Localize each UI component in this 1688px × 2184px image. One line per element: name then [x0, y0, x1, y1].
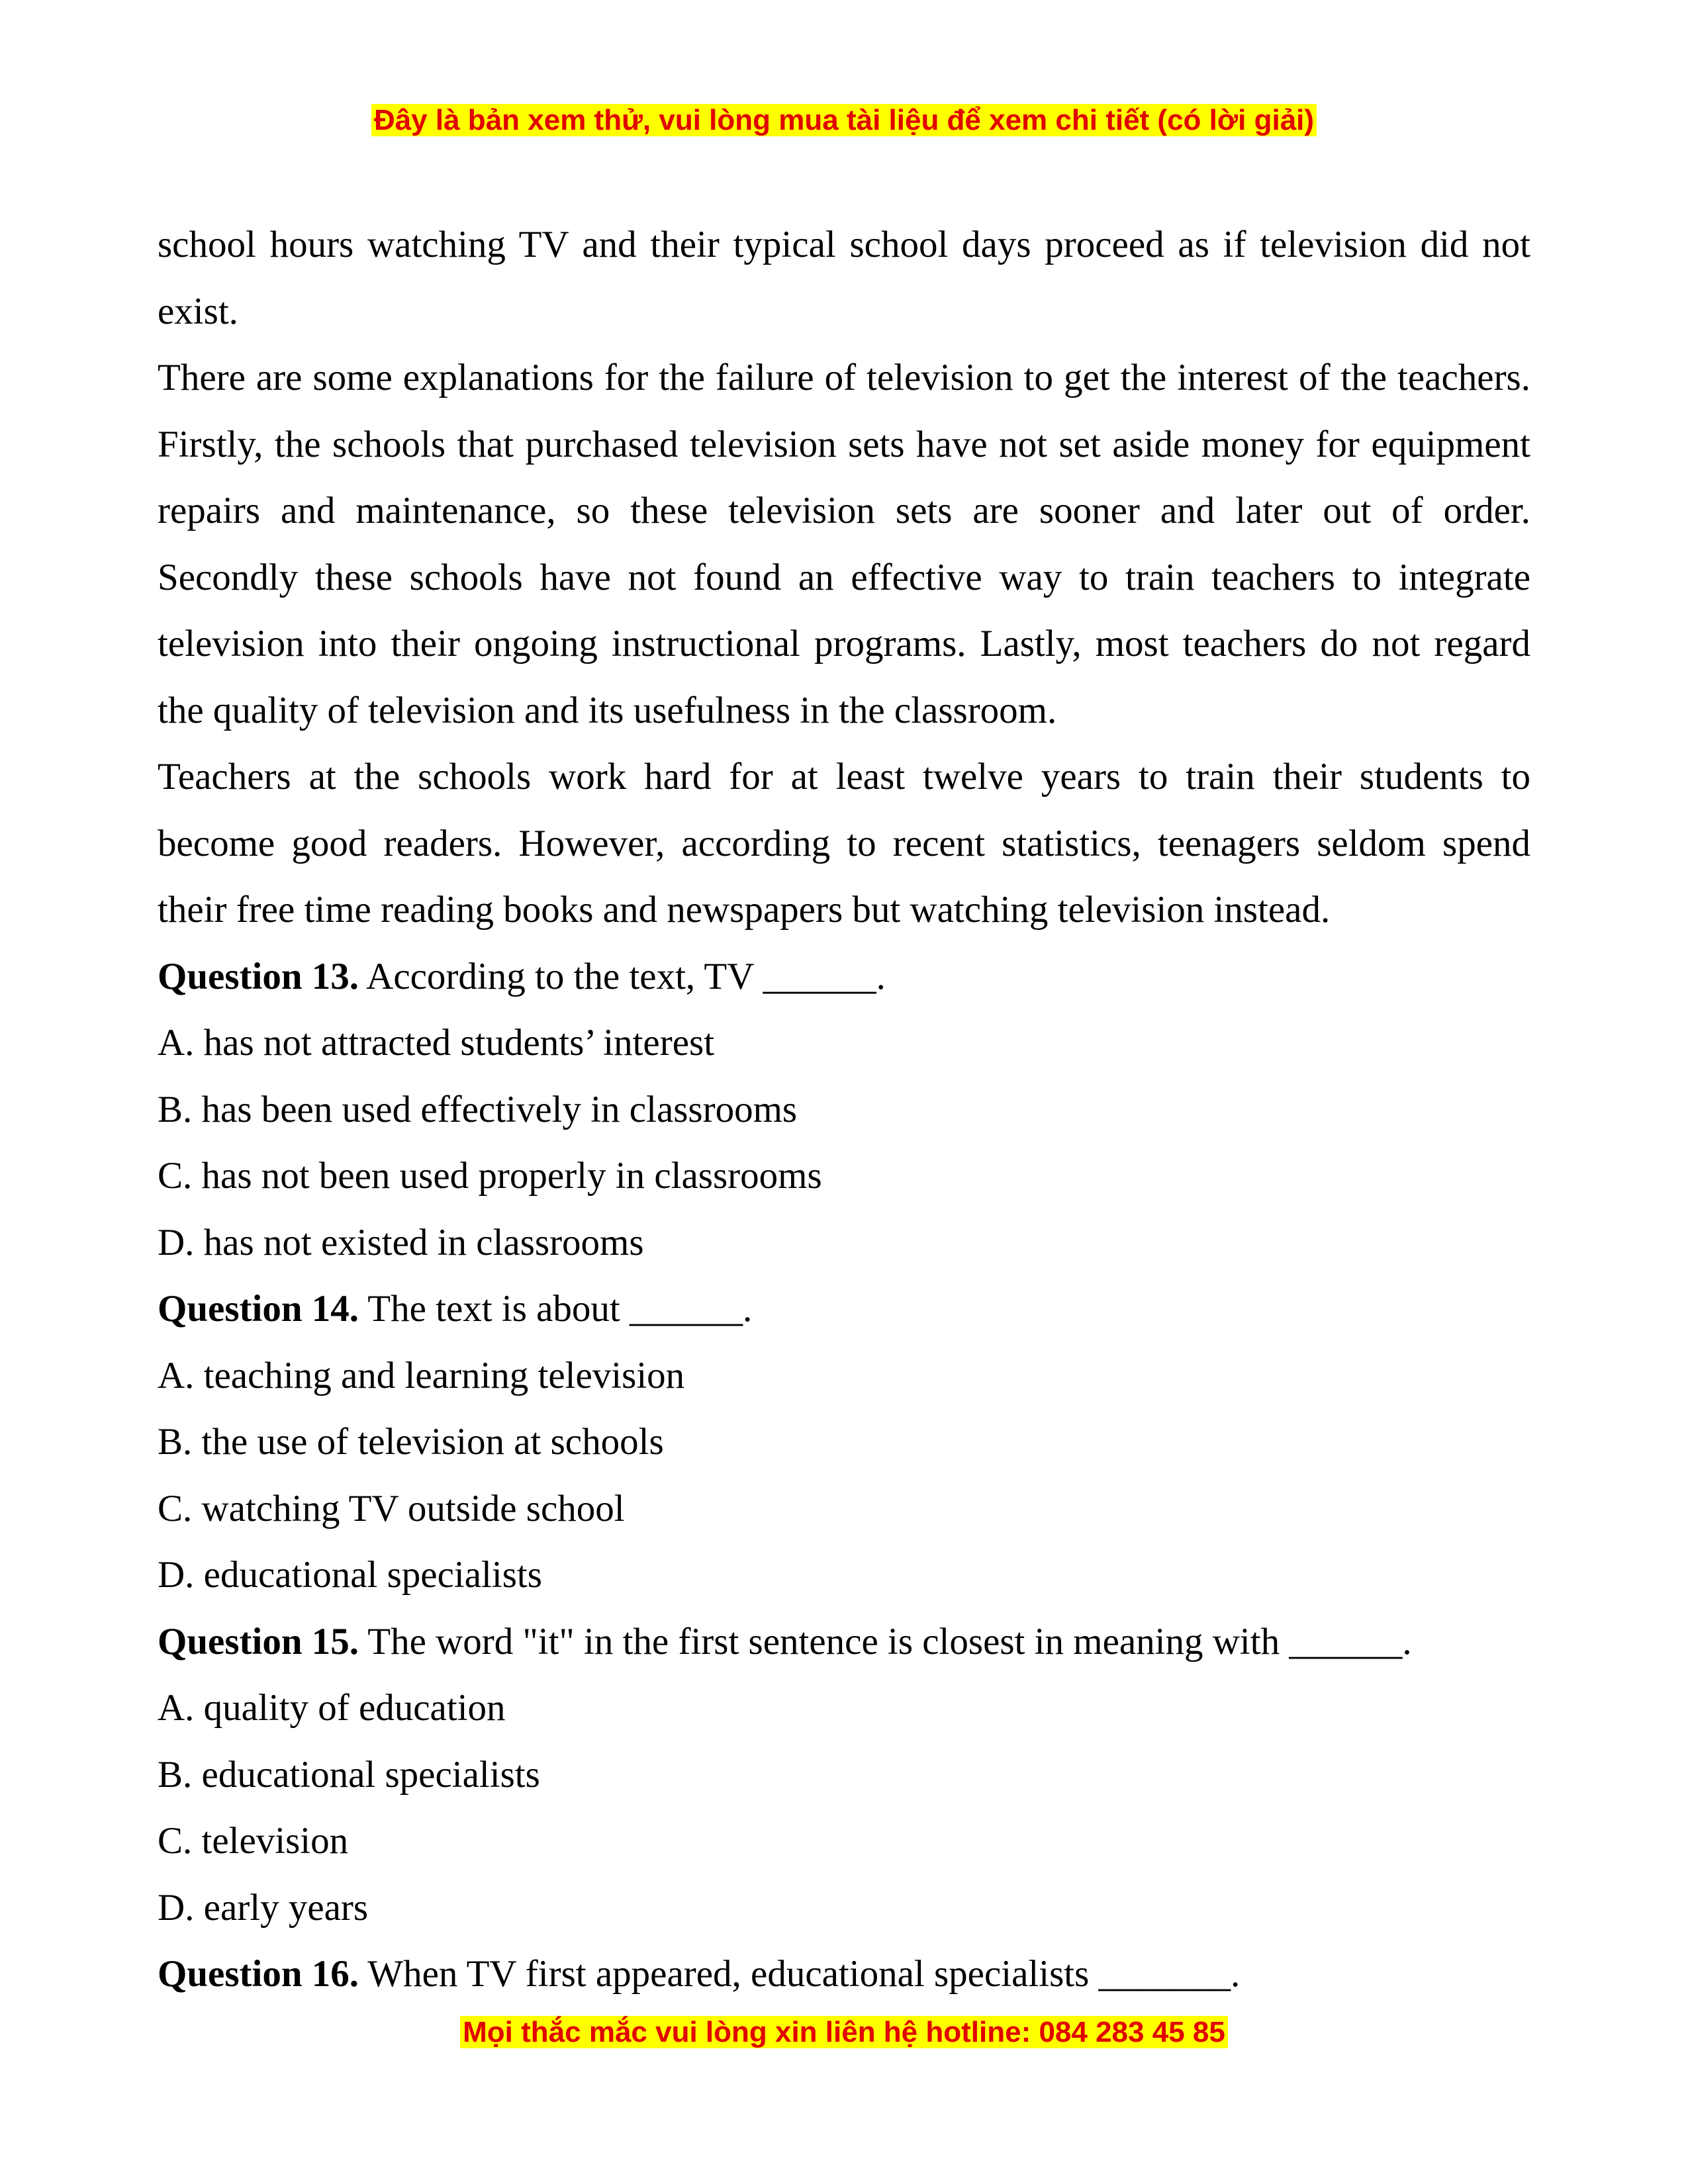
answer-option-c: C. watching TV outside school	[158, 1487, 625, 1529]
answer-option-b: B. educational specialists	[158, 1753, 540, 1796]
answer-option-c: C. has not been used properly in classrooms	[158, 1155, 822, 1197]
passage-paragraph: school hours watching TV and their typical school days proceed as if television did not exist.	[158, 224, 1530, 332]
question-14	[158, 1276, 1530, 1609]
preview-notice-text: Đây là bản xem thử, vui lòng mua tài liệu để xem chi tiết (có lời giải)	[371, 104, 1317, 136]
question-text: The word "it" in the first sentence is closest in meaning with ______.	[359, 1620, 1412, 1662]
question-label: Question 13.	[158, 955, 359, 997]
question-15	[158, 1609, 1530, 1942]
document-body	[158, 212, 1530, 2008]
answer-option-d: D. educational specialists	[158, 1554, 542, 1596]
passage-paragraph: There are some explanations for the failure of television to get the interest of the teachers. Firstly, the schools that purchased television sets have not set aside money for equipment repairs and maintenance, so these television sets are sooner and later out of order. Secondly these schools have not found an effective way to train teachers to integrate television into their ongoing instructional programs. Lastly, most teachers do not regard the quality of television and its usefulness in the classroom.	[158, 357, 1530, 731]
question-text: According to the text, TV ______.	[359, 955, 886, 997]
question-text: The text is about ______.	[359, 1288, 753, 1330]
answer-option-d: D. has not existed in classrooms	[158, 1221, 644, 1263]
question-stem	[158, 1609, 1530, 1676]
question-stem	[158, 944, 1530, 1011]
question-label: Question 15.	[158, 1620, 359, 1662]
question-stem	[158, 1276, 1530, 1343]
answer-option-a: A. teaching and learning television	[158, 1354, 685, 1396]
question-13	[158, 944, 1530, 1277]
hotline-notice-banner	[0, 2013, 1688, 2052]
question-16	[158, 1941, 1530, 2008]
answer-option-b: B. the use of television at schools	[158, 1421, 664, 1463]
answer-option-c: C. television	[158, 1820, 349, 1862]
question-label: Question 14.	[158, 1288, 359, 1330]
answer-option-b: B. has been used effectively in classrooms	[158, 1088, 798, 1130]
answer-option-a: A. has not attracted students’ interest	[158, 1022, 715, 1064]
hotline-notice-text: Mọi thắc mắc vui lòng xin liên hệ hotline: 084 283 45 85	[460, 2016, 1228, 2048]
answer-option-d: D. early years	[158, 1886, 369, 1929]
answer-option-a: A. quality of education	[158, 1687, 506, 1729]
question-text: When TV first appeared, educational specialists _______.	[359, 1953, 1241, 1995]
question-label: Question 16.	[158, 1953, 359, 1995]
passage-paragraph: Teachers at the schools work hard for at least twelve years to train their students to become good readers. However, according to recent statistics, teenagers seldom spend their free time reading books and newspapers but watching television instead.	[158, 756, 1530, 931]
question-stem	[158, 1941, 1530, 2008]
preview-notice-banner	[0, 101, 1688, 140]
